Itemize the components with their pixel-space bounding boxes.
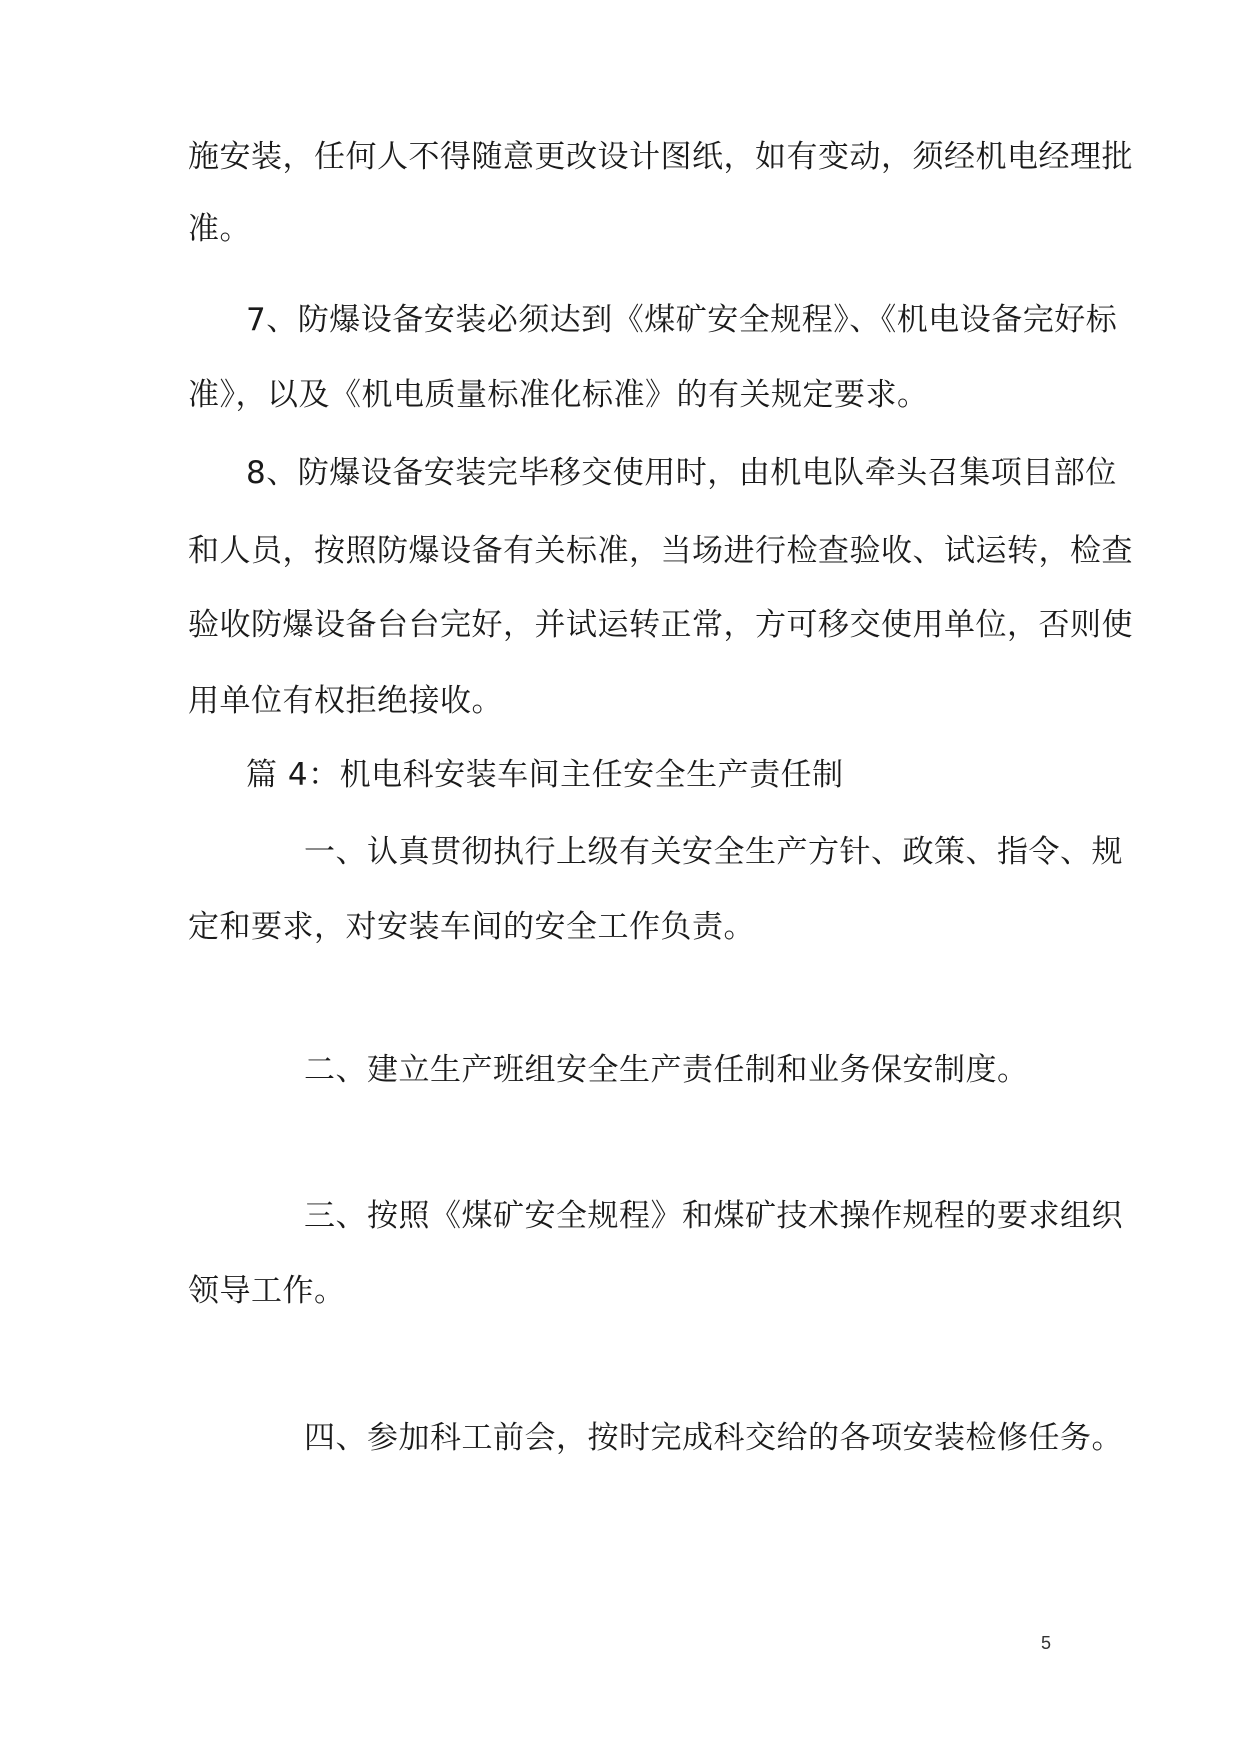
text-line: 三、按照《煤矿安全规程》和煤矿技术操作规程的要求组织 <box>304 1198 1123 1234</box>
text-line: 8、防爆设备安装完毕移交使用时，由机电队牵头召集项目部位 <box>246 455 1117 491</box>
text-line: 定和要求，对安装车间的安全工作负责。 <box>188 909 755 945</box>
text-line: 准。 <box>188 211 251 247</box>
text-line: 7、防爆设备安装必须达到《煤矿安全规程》、《机电设备完好标 <box>246 302 1118 338</box>
text-line: 验收防爆设备台台完好，并试运转正常，方可移交使用单位，否则使 <box>188 607 1133 643</box>
page-number: 5 <box>1041 1633 1052 1653</box>
text-line: 领导工作。 <box>188 1273 346 1309</box>
text-line: 用单位有权拒绝接收。 <box>188 683 503 719</box>
text-line: 和人员，按照防爆设备有关标准，当场进行检查验收、试运转，检查 <box>188 533 1133 569</box>
text-line: 二、建立生产班组安全生产责任制和业务保安制度。 <box>304 1052 1029 1088</box>
text-line: 四、参加科工前会，按时完成科交给的各项安装检修任务。 <box>304 1420 1123 1456</box>
text-line: 准》，以及《机电质量标准化标准》的有关规定要求。 <box>188 377 929 413</box>
text-line: 一、认真贯彻执行上级有关安全生产方针、政策、指令、规 <box>304 834 1123 870</box>
heading-line: 篇 4：机电科安装车间主任安全生产责任制 <box>246 757 844 793</box>
text-line: 施安装，任何人不得随意更改设计图纸，如有变动，须经机电经理批 <box>188 139 1133 175</box>
